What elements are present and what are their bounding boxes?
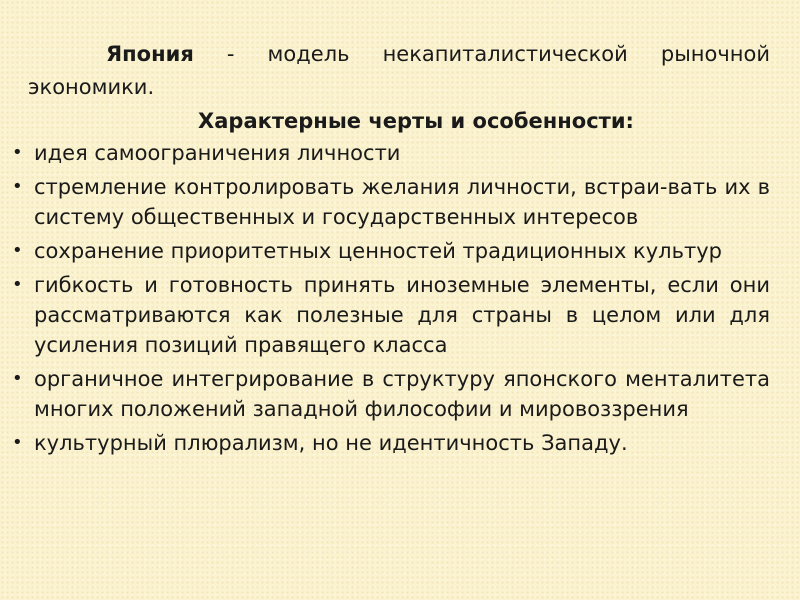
features-list — [12, 138, 770, 458]
bullet-icon: • — [12, 368, 23, 389]
feature-text: сохранение приоритетных ценностей традиционных культур — [34, 239, 722, 263]
bullet-icon: • — [12, 432, 23, 453]
bullet-icon: • — [12, 274, 23, 295]
feature-text: культурный плюрализм, но не идентичность Западу. — [34, 431, 628, 455]
intro-text: - модель некапиталистической рыночной экономики. — [28, 42, 770, 99]
feature-text: идея самоограничения личности — [34, 141, 401, 165]
bullet-icon: • — [12, 240, 23, 261]
feature-item — [12, 270, 770, 360]
feature-item — [12, 364, 770, 424]
country-name: Япония — [106, 42, 194, 66]
section-subtitle: Характерные черты и особенности: — [198, 109, 634, 133]
feature-item — [12, 172, 770, 232]
feature-text: стремление контролировать желания личности, встраи-вать их в систему общественных и государственных интересов — [34, 175, 770, 229]
feature-item — [12, 236, 770, 266]
feature-item — [12, 138, 770, 168]
bullet-icon: • — [12, 142, 23, 163]
feature-text: органичное интегрирование в структуру японского менталитета многих положений западной философии и мировоззрения — [34, 367, 770, 421]
bullet-icon: • — [12, 176, 23, 197]
feature-text: гибкость и готовность принять иноземные элементы, если они рассматриваются как полезные для страны в целом или для усиления позиций правящего класса — [34, 273, 770, 357]
feature-item — [12, 428, 770, 458]
intro-paragraph — [22, 38, 770, 104]
